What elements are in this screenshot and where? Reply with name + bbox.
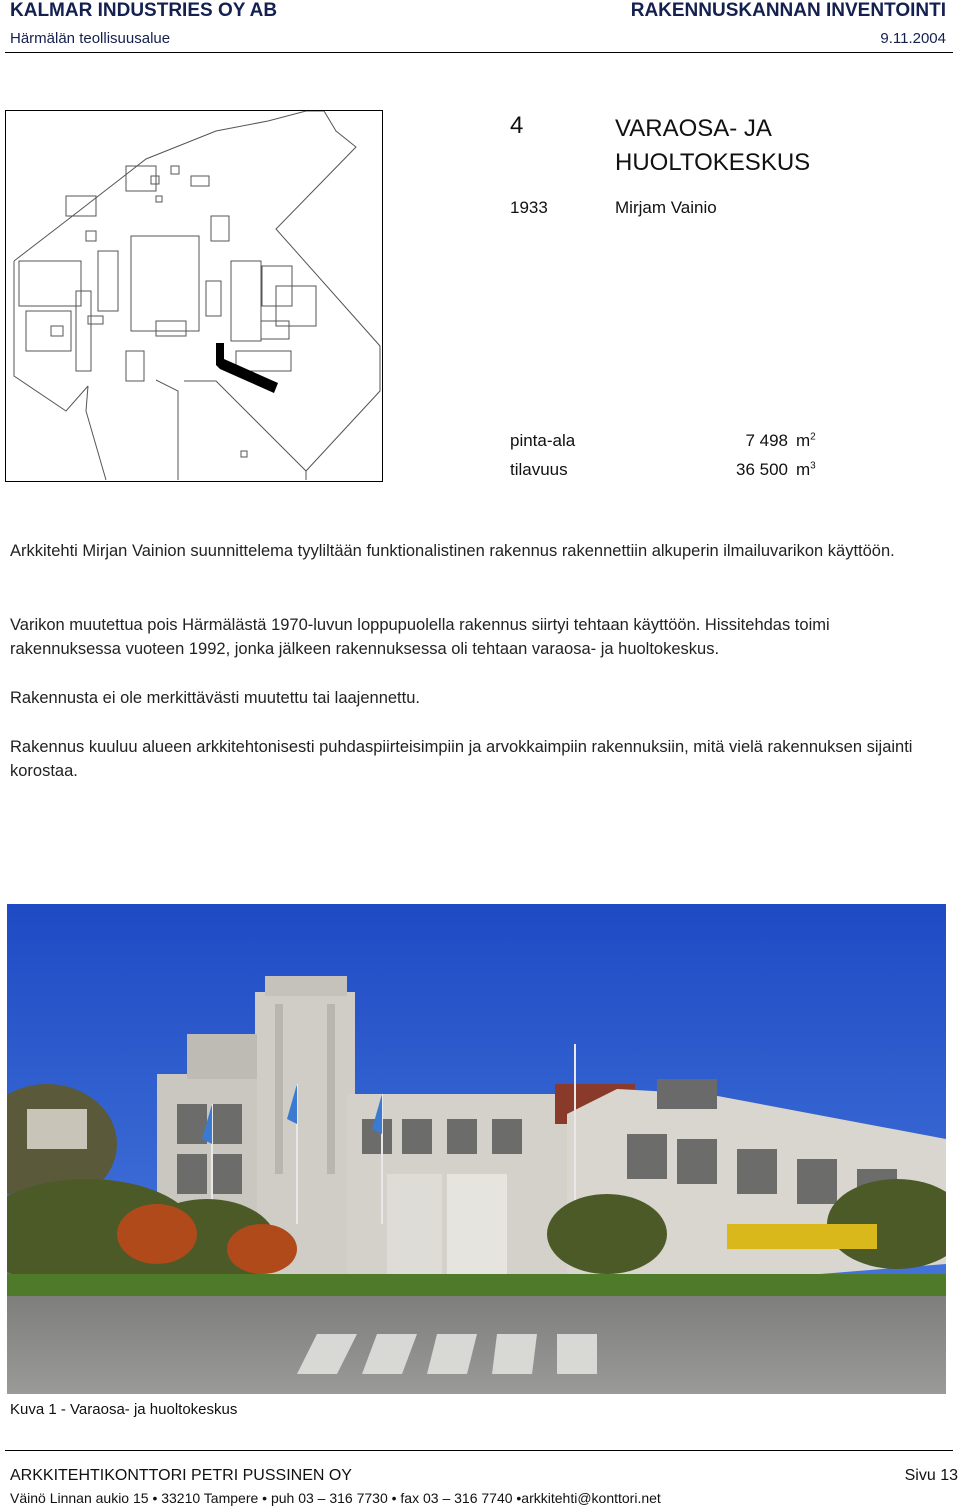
area-unit-exponent: 2 [810, 431, 816, 443]
area-name: Härmälän teollisuusalue [10, 30, 171, 47]
volume-unit-m: m [796, 460, 811, 479]
paragraph-3: Rakennusta ei ole merkittävästi muutettu tai laajennettu. [10, 689, 420, 707]
volume-unit-exponent: 3 [810, 460, 816, 472]
area-unit [796, 431, 816, 451]
building-architect: Mirjam Vainio [615, 198, 717, 217]
volume-label: tilavuus [510, 460, 568, 479]
building-photo-illustration [7, 904, 946, 1394]
document-date: 9.11.2004 [880, 30, 946, 47]
area-value: 7 498 [745, 431, 788, 450]
building-number: 4 [510, 112, 524, 139]
area-label: pinta-ala [510, 431, 576, 450]
photo-caption: Kuva 1 - Varaosa- ja huoltokeskus [10, 1401, 238, 1418]
building-year: 1933 [510, 198, 548, 217]
site-plan-drawing [6, 111, 381, 480]
office-name: ARKKITEHTIKONTTORI PETRI PUSSINEN OY [10, 1467, 352, 1484]
document-title: RAKENNUSKANNAN INVENTOINTI [630, 0, 946, 21]
paragraph-1: Arkkitehti Mirjan Vainion suunnittelema tyyliltään funktionalistinen rakennus rakennettiin alkuperin ilmailuvarikon käyttöön. [10, 542, 895, 560]
paragraph-2: Varikon muutettua pois Härmälästä 1970-luvun loppupuolella rakennus siirtyi tehtaan käyttöön. Hissitehdas toimi rakennuksessa vuoteen 1992, jonka jälkeen rakennuksessa oli tehtaan varaosa- ja huoltokeskus. [10, 616, 830, 658]
page-number: Sivu 13 [904, 1467, 958, 1484]
building-name-line-2: HUOLTOKESKUS [615, 149, 811, 176]
area-unit-m: m [796, 431, 811, 450]
header-rule [5, 52, 953, 53]
footer-rule [5, 1450, 953, 1451]
company-name: KALMAR INDUSTRIES OY AB [10, 0, 278, 21]
paragraph-4: Rakennus kuuluu alueen arkkitehtonisesti puhdaspiirteisimpiin ja arvokkaimpiin rakennuksiin, mitä vielä rakennuksen sijainti korostaa. [10, 738, 913, 780]
building-name [615, 112, 810, 180]
contact-info: Väinö Linnan aukio 15 • 33210 Tampere • puh 03 – 316 7730 • fax 03 – 316 7740 •arkkitehti@konttori.net [10, 1490, 661, 1506]
building-photo [7, 904, 946, 1394]
building-name-line-1: VARAOSA- JA [615, 115, 772, 142]
site-map [5, 110, 383, 482]
volume-unit [796, 460, 816, 480]
volume-value: 36 500 [736, 460, 788, 479]
